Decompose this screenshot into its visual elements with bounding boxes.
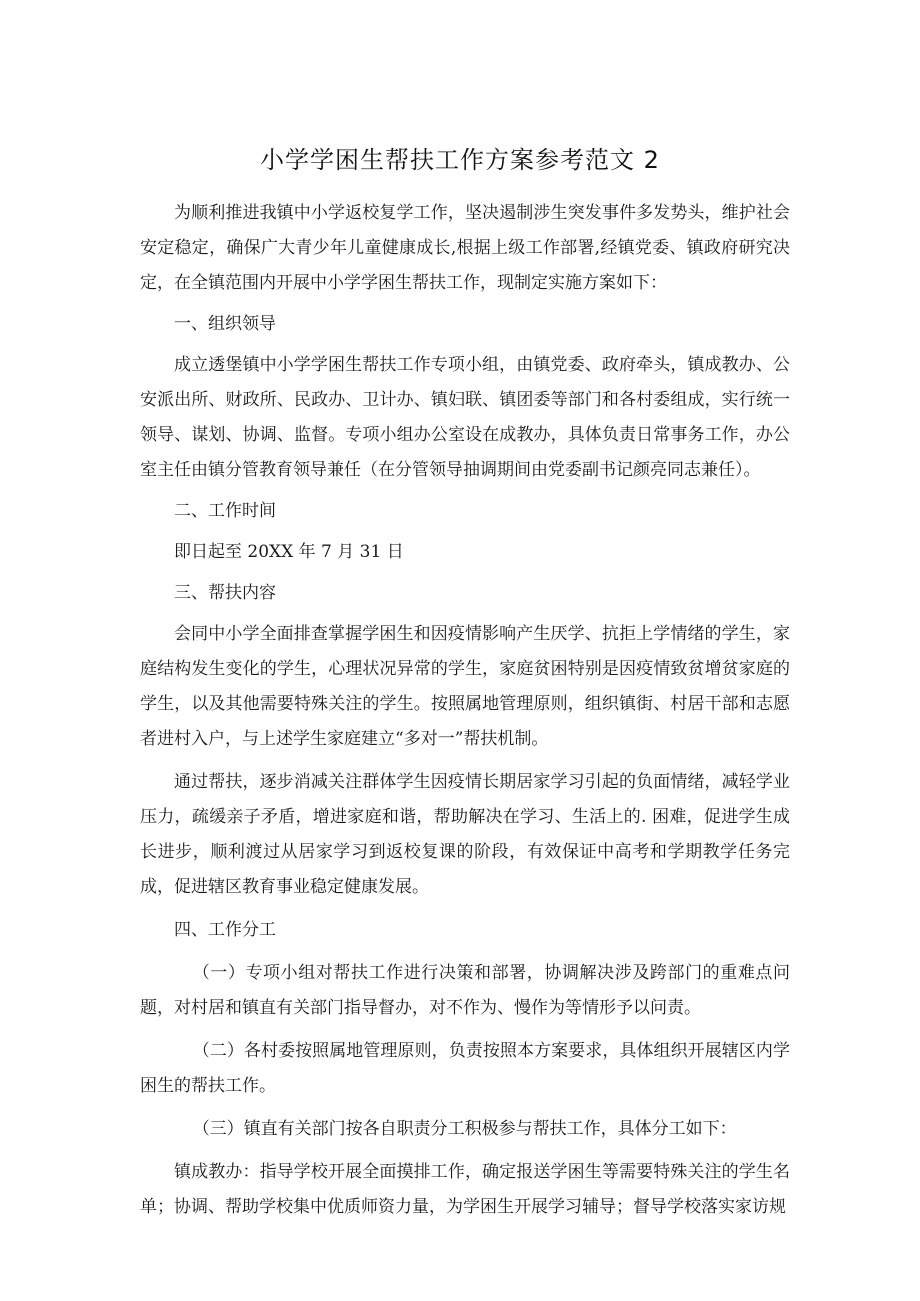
paragraph-work-time: 即日起至 20XX 年 7 月 31 日: [174, 542, 404, 562]
section-heading-work-time: 二、工作时间: [174, 501, 276, 521]
document-title: 小学学困生帮扶工作方案参考范文 2: [260, 146, 660, 174]
paragraph-assistance-goals: 通过帮扶，逐步消减关注群体学生因疫情长期居家学习引起的负面情绪，减轻学业压力，疏缓亲子矛盾，增进家庭和谐，帮助解决在学习、生活上的. 困难，促进学生成长进步，顺利渡过从居家学习到返校复课的阶段，有效保证中高考和学期教学任务完成，促进辖区教育事业稳定健康发展。: [140, 772, 790, 897]
paragraph-intro: 为顺利推进我镇中小学返校复学工作，坚决遏制涉生突发事件多发势头，维护社会安定稳定，确保广大青少年儿童健康成长,根据上级工作部署,经镇党委、镇政府研究决定，在全镇范围内开展中小学学困生帮扶工作，现制定实施方案如下：: [140, 203, 790, 293]
paragraph-assistance-content: 会同中小学全面排查掌握学困生和因疫情影响产生厌学、抗拒上学情绪的学生，家庭结构发生变化的学生，心理状况异常的学生，家庭贫困特别是因疫情致贫增贫家庭的学生，以及其他需要特殊关注的学生。按照属地管理原则，组织镇街、村居干部和志愿者进村入户，与上述学生家庭建立“多对一”帮扶机制。: [140, 624, 790, 749]
section-heading-division-of-work: 四、工作分工: [174, 920, 276, 940]
paragraph-adult-education-office: 镇成教办：指导学校开展全面摸排工作，确定报送学困生等需要特殊关注的学生名单；协调、帮助学校集中优质师资力量，为学困生开展学习辅导；督导学校落实家访规: [140, 1162, 790, 1217]
document-body: [140, 196, 790, 1225]
section-heading-organization: 一、组织领导: [174, 314, 276, 334]
subsection-town-departments: （三）镇直有关部门按各自职责分工积极参与帮扶工作，具体分工如下：: [192, 1119, 737, 1139]
subsection-village-committees: （二）各村委按照属地管理原则，负责按照本方案要求，具体组织开展辖区内学困生的帮扶工作。: [140, 1041, 790, 1096]
section-heading-assistance-content: 三、帮扶内容: [174, 583, 276, 603]
subsection-task-group: （一）专项小组对帮扶工作进行决策和部署，协调解决涉及跨部门的重难点问题，对村居和镇直有关部门指导督办，对不作为、慢作为等情形予以问责。: [140, 963, 790, 1018]
paragraph-organization: 成立透堡镇中小学学困生帮扶工作专项小组，由镇党委、政府牵头，镇成教办、公安派出所、财政所、民政办、卫计办、镇妇联、镇团委等部门和各村委组成，实行统一领导、谋划、协调、监督。专项小组办公室设在成教办，具体负责日常事务工作，办公室主任由镇分管教育领导兼任（在分管领导抽调期间由党委副书记颜亮同志兼任）。: [140, 355, 790, 480]
